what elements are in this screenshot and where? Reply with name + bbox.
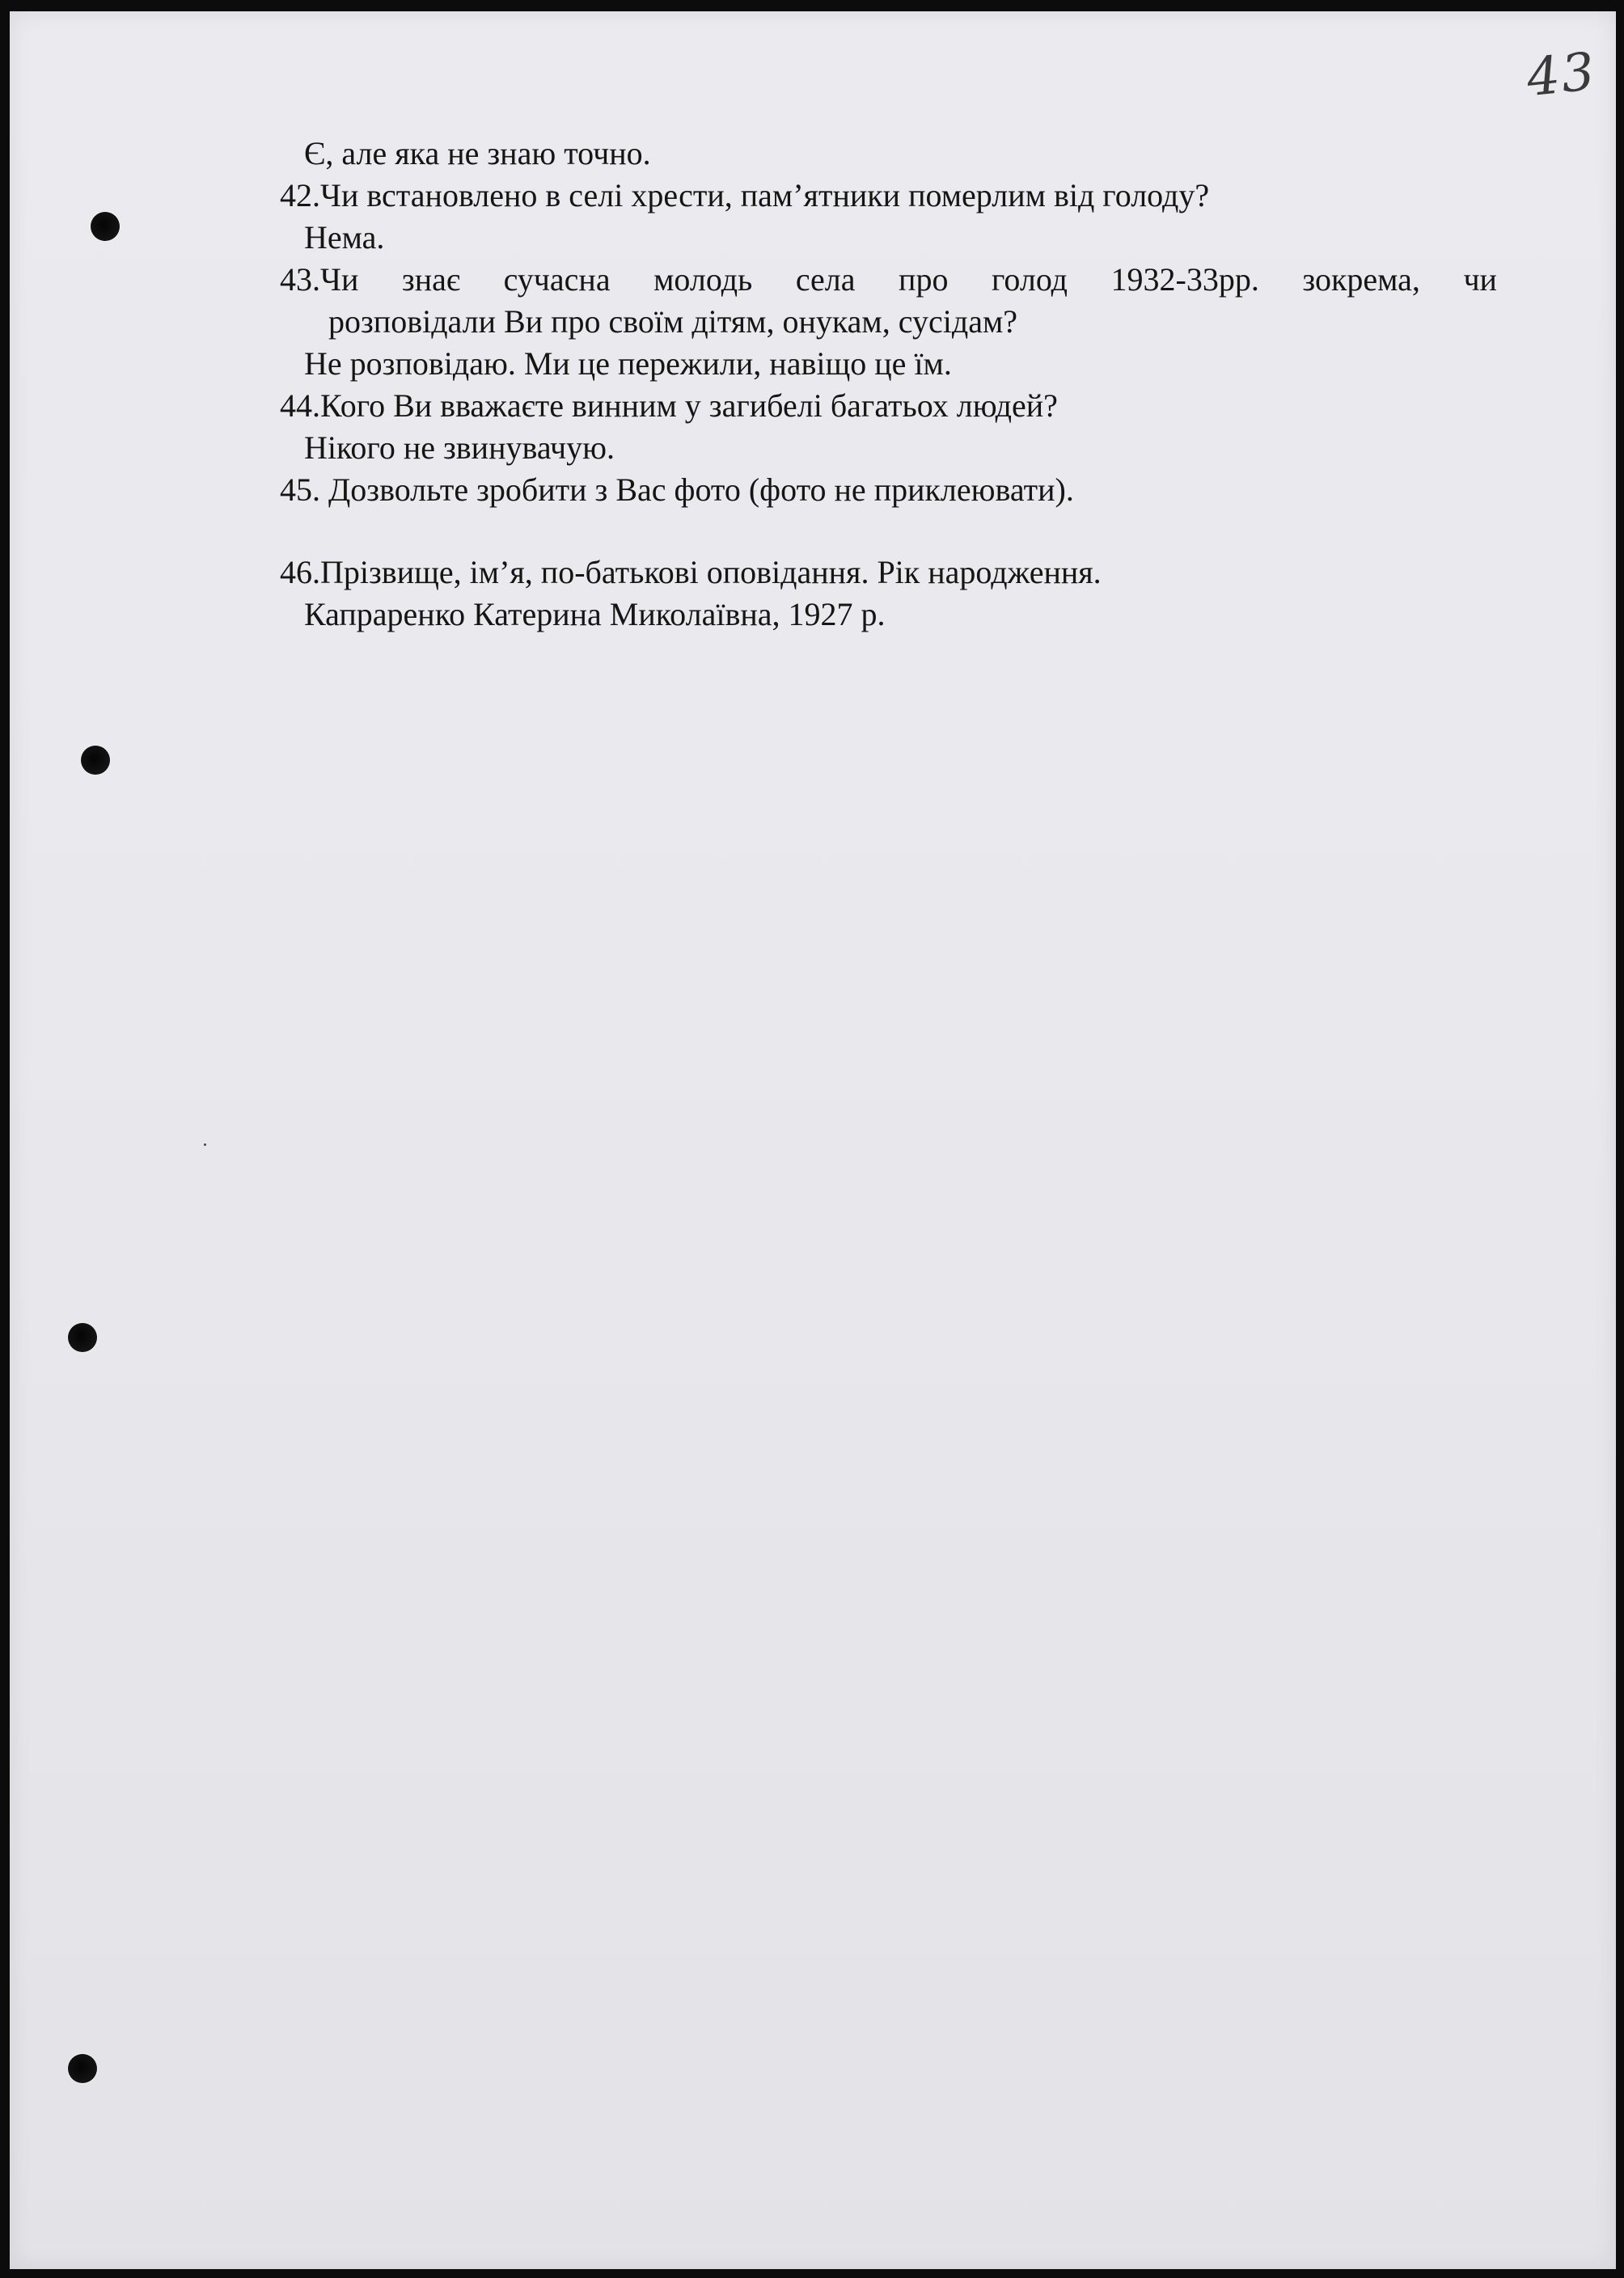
answer-43: Не розповідаю. Ми це пережили, навіщо це їм. [304, 345, 952, 382]
word: 43.Чи [280, 261, 359, 298]
word: молодь [653, 261, 753, 298]
question-43-line-2: розповідали Ви про своїм дітям, онукам, сусідам? [328, 303, 1018, 340]
question-44: 44.Кого Ви вважаєте винним у загибелі багатьох людей? [280, 387, 1058, 424]
word: зокрема, [1302, 261, 1420, 298]
paper-sheet [10, 11, 1616, 2269]
interview-text [280, 133, 1497, 636]
answer-42: Нема. [304, 219, 385, 256]
word: села [795, 261, 856, 298]
answer-46: Капраренко Катерина Миколаївна, 1927 р. [304, 596, 886, 632]
answer-41: Є, але яка не знаю точно. [304, 135, 651, 171]
punch-hole-3 [68, 1323, 97, 1352]
word: чи [1463, 261, 1497, 298]
punch-hole-2 [81, 746, 110, 775]
word: про [899, 261, 949, 298]
answer-44: Нікого не звинувачую. [304, 429, 615, 466]
word: голод [991, 261, 1068, 298]
question-42: 42.Чи встановлено в селі хрести, пам’ятники померлим від голоду? [280, 177, 1210, 213]
word: сучасна [503, 261, 611, 298]
punch-hole-4 [68, 2054, 97, 2083]
word: 1932-33рр. [1110, 261, 1259, 298]
question-45: 45. Дозвольте зробити з Вас фото (фото не приклеювати). [280, 471, 1074, 508]
punch-hole-1 [91, 212, 120, 241]
blank-gap [280, 511, 1497, 552]
question-43-line-1 [280, 259, 1497, 301]
word: знає [401, 261, 461, 298]
handwritten-page-number: 43 [1524, 41, 1600, 109]
paper-speck [204, 1143, 206, 1146]
question-46: 46.Прізвище, ім’я, по-батькові оповідання. Рік народження. [280, 554, 1102, 590]
